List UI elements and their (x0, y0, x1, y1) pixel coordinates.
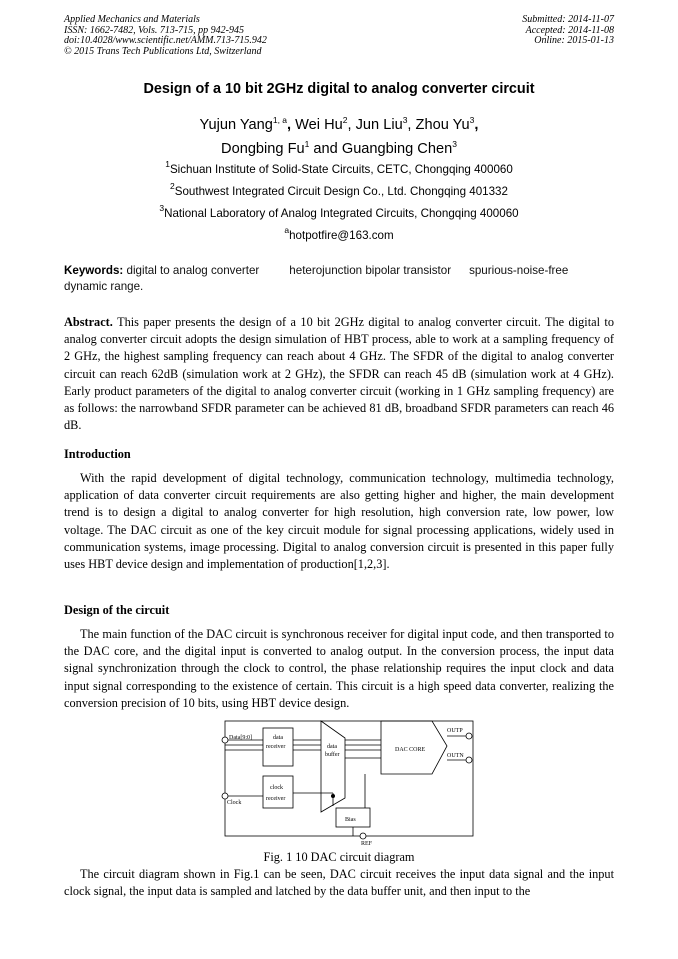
ref-pin (360, 833, 366, 839)
author-affil-mark: 1, a (272, 115, 288, 125)
introduction-paragraph: With the rapid development of digital technology, communication technology, multimedia technology, application of data converter circuit requirements are also getting higher and higher, the main development trend is to design a digital to analog converter for high resolution, high conversion rate, low power, low voltage. The DAC circuit as one of the key circuit module for signal processing applications, widely used in communication systems, image processing. Digital to analog conversion circuit is presented in this paper fully uses HBT device design and implementation of production[1,2,3]. (64, 471, 614, 572)
author-and: and (313, 141, 338, 157)
author-name: Jun Liu (355, 117, 403, 133)
circuit-diagram-svg (215, 718, 483, 846)
author-affil-mark: 1 (304, 139, 310, 149)
data-receiver-label: receiver (266, 744, 286, 750)
keywords-label: Keywords: (64, 264, 124, 277)
author-affil-mark: 3 (469, 115, 475, 125)
abstract-label: Abstract. (64, 315, 113, 329)
author-separator: , (347, 117, 352, 133)
submission-dates (522, 15, 614, 47)
author-name: Guangbing Chen (341, 141, 453, 157)
author-line-2 (0, 137, 678, 161)
affiliation-mark: 3 (159, 203, 165, 213)
affiliation-mark: a (284, 225, 290, 235)
outp-pin (466, 733, 472, 739)
author-separator: , (407, 117, 412, 133)
affiliation (0, 181, 678, 198)
abstract (64, 314, 614, 434)
affiliation-text: Sichuan Institute of Solid-State Circuits, CETC, Chongqing 400060 (169, 163, 513, 176)
journal-issn: ISSN: 1662-7482, Vols. 713-715, pp 942-945 (64, 24, 244, 36)
design-paragraph: The main function of the DAC circuit is synchronous receiver for digital input code, and then transported to the DAC core, and the digital input is converted to analog output. In the conversion process, the input data signal synchronization through the clock to control, the phase relationship requires the input clock and data input signal corresponding to the existence of certain. This circuit is a high speed data converter, realizing the conversion precision of 10 bits, using HBT device design. (64, 627, 614, 710)
dac-circuit-diagram (215, 718, 483, 846)
corresponding-email (0, 225, 678, 242)
section-heading-introduction: Introduction (64, 447, 131, 461)
after-figure-paragraph: The circuit diagram shown in Fig.1 can be seen, DAC circuit receives the input data signal and the input clock signal, the input data is sampled and latched by the data buffer unit, and then input to the (64, 867, 614, 899)
junction-dot (331, 794, 335, 798)
author-line-1 (0, 113, 678, 137)
keyword-item: digital to analog converter (126, 264, 260, 277)
affiliation-mark: 2 (170, 181, 175, 191)
clock-receiver-block (263, 776, 293, 808)
data-buffer-label: buffer (325, 752, 340, 758)
author-name: Dongbing Fu (221, 141, 305, 157)
affiliation-mark: 1 (165, 159, 170, 169)
affiliation (0, 159, 678, 176)
bias-label: Bias (345, 817, 356, 823)
keyword-item: heterojunction bipolar transistor (289, 264, 452, 277)
ref-label: REF (361, 841, 373, 846)
abstract-text: This paper presents the design of a 10 bit 2GHz digital to analog converter circuit. The digital to analog converter circuit adopts the design simulation of HBT process, able to work at a sampling frequency of 2 GHz, the highest sampling frequency can reach about 4 GHz. The SFDR of the digital to analog converter circuit can reach 62dB (simulation work at 2 GHz), the SFDR can reach 45 dB (simulation work at 4 GHz). Early product parameters of the digital to analog converter circuit (working in 1 GHz sampling frequency) are as follows: the narrowband SFDR parameter can be achieved 81 dB, broadband SFDR parameters can reach 46 dB. (64, 315, 614, 433)
clock-receiver-label: receiver (266, 796, 286, 802)
clock-input-pin (222, 793, 228, 799)
author-affil-mark: 3 (402, 115, 408, 125)
paper-title: Design of a 10 bit 2GHz digital to analog converter circuit (143, 81, 535, 97)
author-name: Zhou Yu (415, 117, 470, 133)
journal-header (64, 15, 267, 57)
outn-pin (466, 757, 472, 763)
date-accepted: Accepted: 2014-11-08 (525, 24, 614, 36)
data-input-label: Data[9:0] (229, 735, 252, 741)
author-affil-mark: 3 (452, 139, 457, 149)
author-name: Wei Hu (295, 117, 343, 133)
affiliation-text: Southwest Integrated Circuit Design Co., Ltd. Chongqing 401332 (174, 185, 508, 198)
author-separator: , (474, 117, 479, 133)
section-heading-design: Design of the circuit (64, 603, 170, 617)
data-buffer-label: data (327, 744, 337, 750)
journal-doi: doi:10.4028/www.scientific.net/AMM.713-715.942 (64, 35, 267, 46)
journal-name: Applied Mechanics and Materials (64, 14, 200, 25)
author-affil-mark: 2 (342, 115, 348, 125)
date-online: Online: 2015-01-13 (534, 35, 614, 46)
affiliation (0, 203, 678, 220)
keywords (64, 263, 614, 295)
clock-receiver-label: clock (270, 785, 283, 791)
author-separator: , (287, 117, 292, 133)
outn-label: OUTN (447, 753, 464, 759)
clock-input-label: Clock (227, 800, 242, 806)
dac-core-label: DAC CORE (395, 747, 426, 753)
author-list (0, 113, 678, 161)
figure-caption: Fig. 1 10 DAC circuit diagram (263, 850, 415, 864)
date-submitted: Submitted: 2014-11-07 (522, 14, 614, 25)
email-address: hotpotfire@163.com (289, 229, 394, 242)
affiliation-text: National Laboratory of Analog Integrated Circuits, Chongqing 400060 (164, 207, 519, 220)
data-input-pin (222, 737, 228, 743)
journal-copyright: © 2015 Trans Tech Publications Ltd, Switzerland (64, 45, 262, 57)
keyword-item: spurious-noise-free dynamic range. (64, 264, 569, 293)
data-receiver-label: data (273, 735, 283, 741)
author-name: Yujun Yang (199, 117, 273, 133)
outp-label: OUTP (447, 728, 463, 734)
